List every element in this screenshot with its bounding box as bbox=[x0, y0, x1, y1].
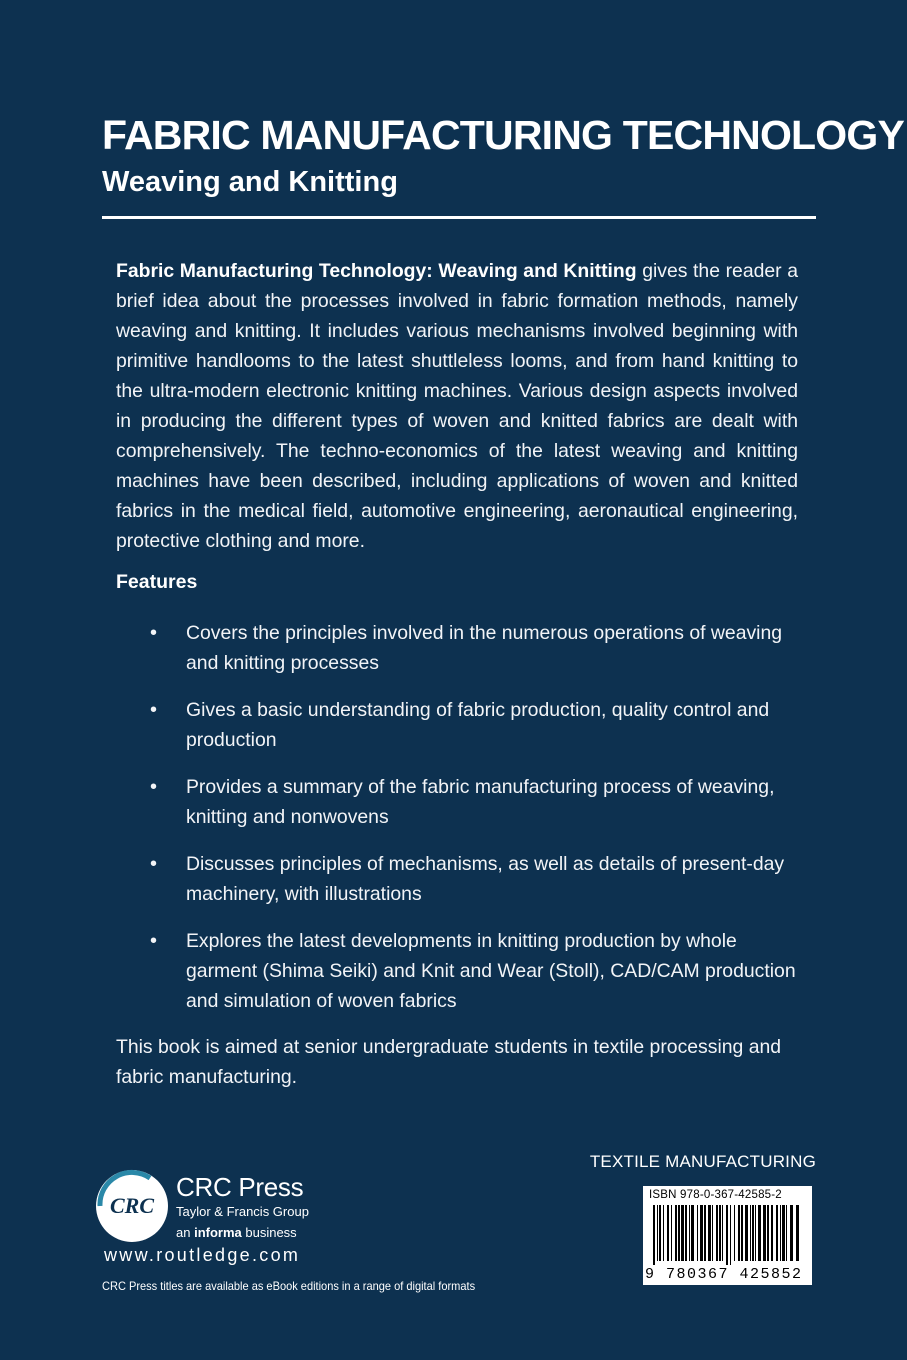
bullet-icon: • bbox=[150, 930, 158, 952]
feature-text: Provides a summary of the fabric manufacturing process of weaving, knitting and nonwovens bbox=[186, 776, 775, 828]
website-link[interactable]: www.routledge.com bbox=[104, 1245, 301, 1265]
barcode-bar bbox=[681, 1205, 684, 1261]
logo-arc-icon bbox=[90, 1164, 174, 1248]
feature-item bbox=[116, 618, 806, 678]
barcode-bar bbox=[752, 1205, 754, 1261]
barcode-bar bbox=[685, 1205, 687, 1261]
feature-text: Discusses principles of mechanisms, as well as details of present-day machinery, with illustrations bbox=[186, 853, 785, 905]
barcode-bar bbox=[675, 1205, 677, 1261]
feature-item bbox=[116, 849, 806, 909]
barcode-bar bbox=[667, 1205, 669, 1261]
barcode-bar bbox=[776, 1205, 778, 1261]
description-lead: Fabric Manufacturing Technology: Weaving and Knitting bbox=[116, 260, 637, 282]
barcode-bar bbox=[741, 1205, 743, 1261]
publisher-name: CRC Press bbox=[176, 1172, 304, 1202]
barcode-bar bbox=[712, 1205, 713, 1261]
barcode-bar bbox=[786, 1205, 787, 1261]
isbn-barcode bbox=[643, 1186, 812, 1285]
publisher-group: Taylor & Francis Group bbox=[176, 1204, 309, 1219]
features-heading: Features bbox=[116, 571, 198, 593]
title-divider bbox=[102, 216, 816, 219]
barcode-bar bbox=[755, 1205, 756, 1261]
barcode-bar bbox=[663, 1205, 664, 1261]
barcode-bar bbox=[738, 1205, 740, 1261]
crc-logo bbox=[96, 1170, 168, 1242]
barcode-bar bbox=[790, 1205, 793, 1261]
barcode-bar bbox=[730, 1205, 731, 1265]
barcode-bar bbox=[704, 1205, 706, 1261]
book-title: FABRIC MANUFACTURING TECHNOLOGY bbox=[102, 112, 905, 158]
informa-prefix: an bbox=[176, 1225, 195, 1240]
barcode-bar bbox=[745, 1205, 748, 1261]
isbn-text: ISBN 978-0-367-42585-2 bbox=[649, 1189, 782, 1201]
feature-item bbox=[116, 695, 806, 755]
barcode-bar bbox=[722, 1205, 723, 1261]
feature-text: Gives a basic understanding of fabric production, quality control and production bbox=[186, 699, 770, 751]
barcode-bar bbox=[657, 1205, 658, 1261]
barcode-bar bbox=[697, 1205, 698, 1261]
barcode-bar bbox=[726, 1205, 728, 1265]
barcode-bar bbox=[671, 1205, 672, 1261]
barcode-bar bbox=[780, 1205, 781, 1261]
feature-text: Covers the principles involved in the numerous operations of weaving and knitting processes bbox=[186, 622, 783, 674]
bullet-icon: • bbox=[150, 776, 158, 798]
barcode-digits: 9 780367 425852 bbox=[645, 1266, 803, 1283]
barcode-bar bbox=[689, 1205, 690, 1261]
publisher-informa bbox=[176, 1225, 297, 1240]
barcode-bar bbox=[771, 1205, 773, 1261]
features-list bbox=[116, 618, 806, 1033]
logo-text: CRC bbox=[109, 1193, 155, 1218]
barcode-bar bbox=[653, 1205, 655, 1265]
feature-item bbox=[116, 772, 806, 832]
barcode-bar bbox=[758, 1205, 761, 1261]
ebook-note: CRC Press titles are available as eBook editions in a range of digital formats bbox=[102, 1279, 476, 1293]
barcode-bar bbox=[782, 1205, 785, 1261]
description-body: gives the reader a brief idea about the processes involved in fabric formation methods, namely weaving and knitting. It includes various mechanisms involved beginning with primitive handlooms to the latest shuttleless looms, and from hand knitting to the ultra-modern electronic knitting machines. Various design aspects involved in producing the different types of woven and knitted fabrics are dealt with comprehensively. The techno-economics of the latest weaving and knitting machines have been described, including applications of woven and knitted fabrics in the medical field, automotive engineering, aeronautical engineering, protective clothing and more. bbox=[116, 260, 799, 552]
barcode-bars bbox=[653, 1205, 803, 1265]
informa-bold: informa bbox=[194, 1225, 242, 1240]
bullet-icon: • bbox=[150, 699, 158, 721]
barcode-bar bbox=[734, 1205, 735, 1261]
barcode-bar bbox=[767, 1205, 769, 1261]
informa-suffix: business bbox=[241, 1225, 297, 1240]
barcode-bar bbox=[719, 1205, 721, 1261]
feature-text: Explores the latest developments in knitting production by whole garment (Shima Seiki) and Knit and Wear (Stoll), CAD/CAM production and simulation of woven fabrics bbox=[186, 930, 796, 1012]
barcode-bar bbox=[796, 1205, 799, 1261]
bullet-icon: • bbox=[150, 853, 158, 875]
feature-item bbox=[116, 926, 806, 1016]
barcode-bar bbox=[763, 1205, 766, 1261]
book-subtitle: Weaving and Knitting bbox=[102, 166, 398, 198]
barcode-bar bbox=[700, 1205, 703, 1261]
barcode-bar bbox=[659, 1205, 661, 1261]
barcode-bar bbox=[750, 1205, 751, 1261]
audience-paragraph: This book is aimed at senior undergraduate students in textile processing and fabric manufacturing. bbox=[116, 1036, 782, 1088]
barcode-bar bbox=[691, 1205, 694, 1261]
bullet-icon: • bbox=[150, 622, 158, 644]
description-paragraph bbox=[116, 256, 798, 556]
barcode-bar bbox=[678, 1205, 680, 1261]
category-label: TEXTILE MANUFACTURING bbox=[589, 1152, 816, 1171]
barcode-bar bbox=[716, 1205, 718, 1261]
barcode-bar bbox=[708, 1205, 711, 1261]
